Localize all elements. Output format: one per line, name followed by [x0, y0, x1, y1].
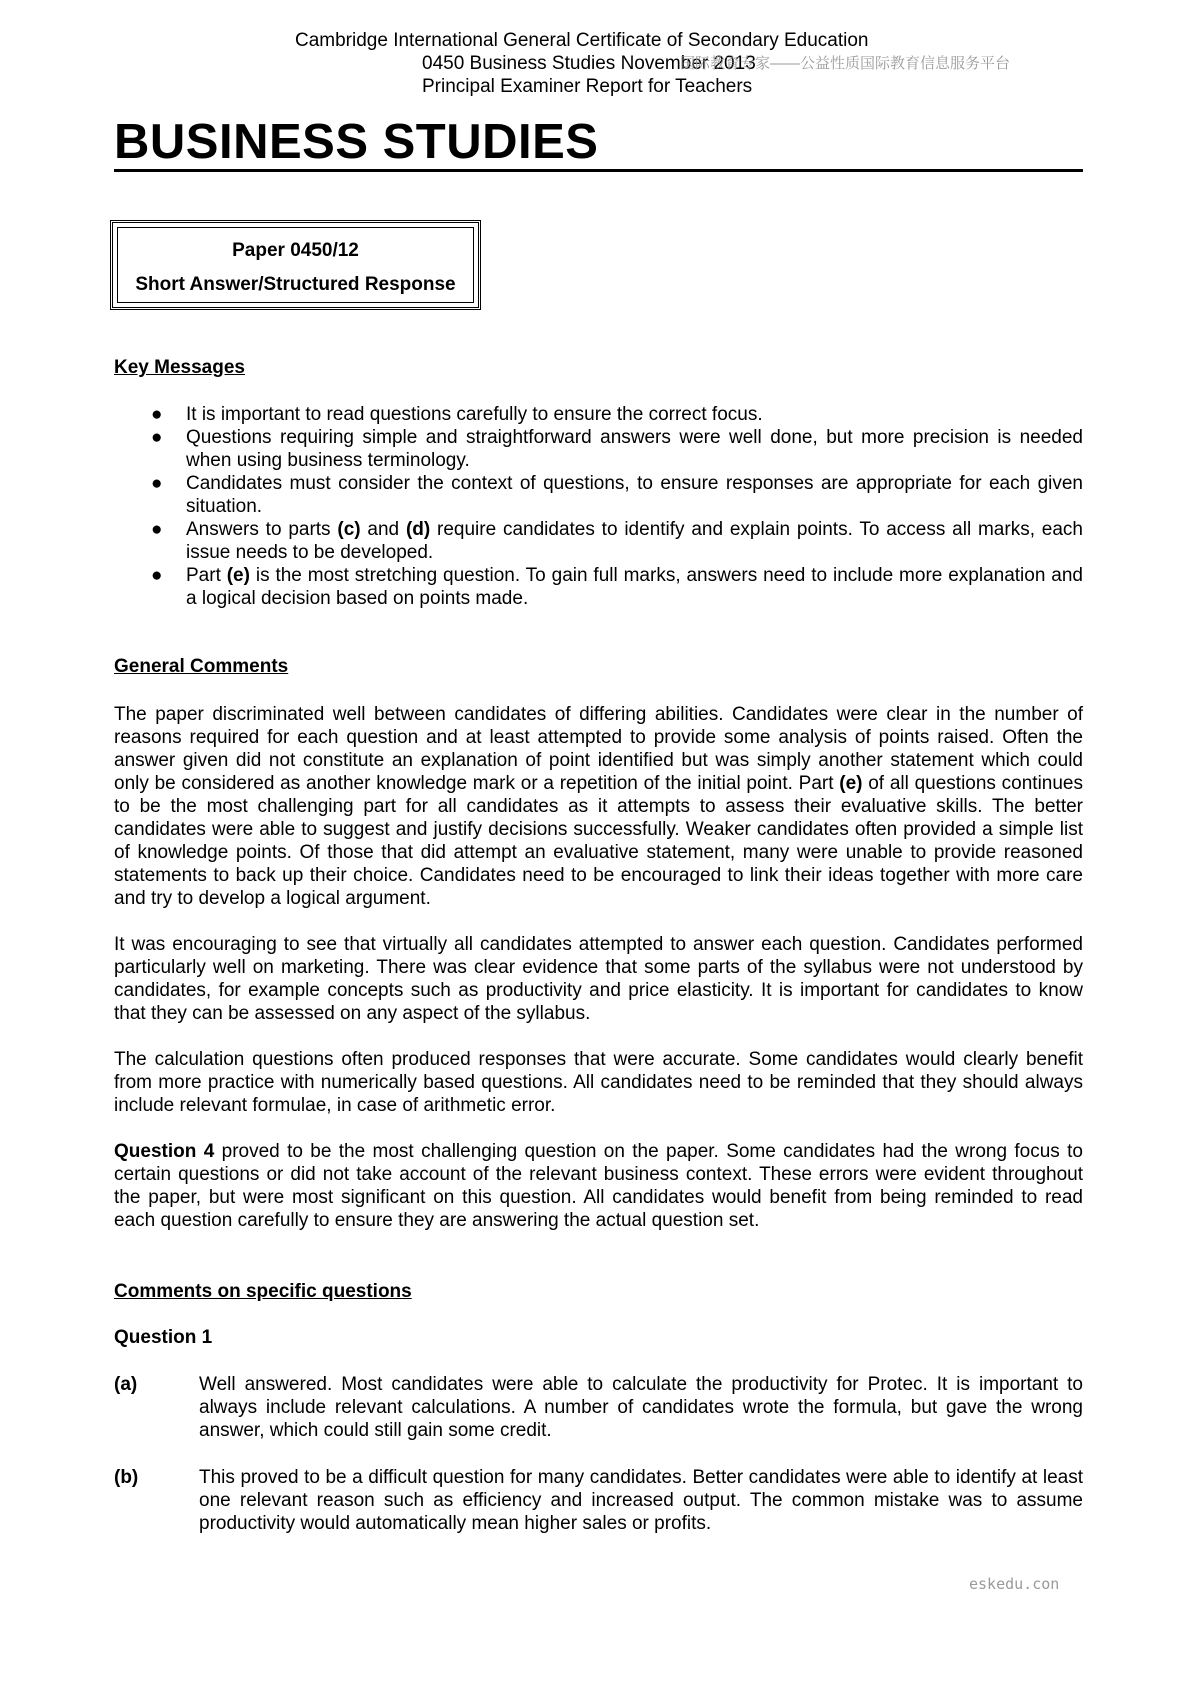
general-comments-paragraph-1 [114, 703, 1083, 910]
part-ref: (e) [226, 565, 250, 586]
general-comments-paragraph-4 [114, 1140, 1083, 1232]
list-item [114, 426, 1083, 472]
watermark: 国际教育专家——公益性质国际教育信息服务平台 [680, 55, 1011, 72]
general-comments-heading: General Comments [114, 656, 289, 677]
paper-info-box [110, 220, 481, 310]
title-divider [114, 169, 1083, 172]
list-item-text: Questions requiring simple and straightforward answers were well done, but more precision is needed when using business terminology. [186, 427, 1083, 471]
list-item-text: It is important to read questions carefully to ensure the correct focus. [186, 404, 763, 425]
list-item-text-a: Answers to parts [186, 519, 338, 540]
part-b-text: This proved to be a difficult question for many candidates. Better candidates were able to identify at least one relevant reason such as efficiency and increased output. The common mistake was to assume productivity would automatically mean higher sales or profits. [199, 1467, 1083, 1534]
bullet-icon: ● [151, 404, 163, 425]
paragraph-text: of all questions continues to be the most challenging part for all candidates as it attempts to assess their evaluative skills. The better candidates were able to suggest and justify decisions successfully. Weaker candidates often provided a simple list of knowledge points. Of those that did attempt an evaluative statement, many were unable to provide reasoned statements to back up their choice. Candidates need to be encouraged to link their ideas together with more care and try to develop a logical argument. [114, 773, 1084, 909]
list-item-text: Candidates must consider the context of questions, to ensure responses are appropriate for each given situation. [186, 473, 1083, 517]
header-line-1: Cambridge International General Certificate of Secondary Education [295, 30, 869, 51]
header-line-2: 0450 Business Studies November 2013 [422, 53, 756, 74]
paragraph-text: The paper discriminated well between candidates of differing abilities. Candidates were clear in the number of reasons required for each question and at least attempted to provide some analysis of points raised. Often the answer given did not constitute an explanation of point identified but was simply another statement which could only be considered as another knowledge mark or a repetition of the initial point. Part [114, 704, 1083, 794]
part-ref: (c) [337, 519, 361, 540]
list-item-text-a: Part [186, 565, 227, 586]
footer-watermark: eskedu.con [969, 1575, 1060, 1593]
bullet-icon: ● [151, 565, 163, 586]
question-1-heading: Question 1 [114, 1327, 213, 1348]
bullet-icon: ● [151, 473, 163, 494]
list-item [114, 472, 1083, 518]
list-item-text-c: is the most stretching question. To gain full marks, answers need to include more explanation and a logical decision based on points made. [186, 565, 1083, 609]
paper-info-box-inner [117, 227, 474, 303]
bullet-icon: ● [151, 519, 163, 540]
part-b-label: (b) [114, 1467, 139, 1488]
paper-number: Paper 0450/12 [232, 240, 359, 261]
page-title: BUSINESS STUDIES [114, 115, 599, 169]
header-line-3: Principal Examiner Report for Teachers [422, 76, 753, 97]
part-ref: (d) [405, 519, 431, 540]
bullet-icon: ● [151, 427, 163, 448]
list-item [114, 403, 1083, 426]
key-messages-list [114, 403, 1083, 610]
list-item [114, 564, 1083, 610]
paper-type: Short Answer/Structured Response [135, 274, 456, 295]
list-item [114, 518, 1083, 564]
specific-questions-heading: Comments on specific questions [114, 1281, 412, 1302]
part-a-text: Well answered. Most candidates were able to calculate the productivity for Protec. It is important to always include relevant calculations. A number of candidates wrote the formula, but gave the wrong answer, which could still gain some credit. [199, 1374, 1083, 1441]
general-comments-paragraph-3: The calculation questions often produced responses that were accurate. Some candidates would clearly benefit from more practice with numerically based questions. All candidates need to be reminded that they should always include relevant formulae, in case of arithmetic error. [114, 1049, 1083, 1116]
part-a-label: (a) [114, 1374, 138, 1395]
general-comments-paragraph-2: It was encouraging to see that virtually all candidates attempted to answer each question. Candidates performed particularly well on marketing. There was clear evidence that some parts of the syllabus were not understood by candidates, for example concepts such as productivity and price elasticity. It is important for candidates to know that they can be assessed on any aspect of the syllabus. [114, 934, 1083, 1024]
question-ref: Question 4 [114, 1141, 215, 1162]
part-ref: (e) [839, 773, 863, 794]
paragraph-text: proved to be the most challenging question on the paper. Some candidates had the wrong focus to certain questions or did not take account of the relevant business context. These errors were evident throughout the paper, but were most significant on this question. All candidates would benefit from being reminded to read each question carefully to ensure they are answering the actual question set. [114, 1141, 1083, 1231]
key-messages-heading: Key Messages [114, 357, 245, 378]
list-item-text-c: and [360, 519, 406, 540]
list-item-text-d: require candidates to identify and explain points. To access all marks, each issue needs to be developed. [186, 519, 1083, 563]
